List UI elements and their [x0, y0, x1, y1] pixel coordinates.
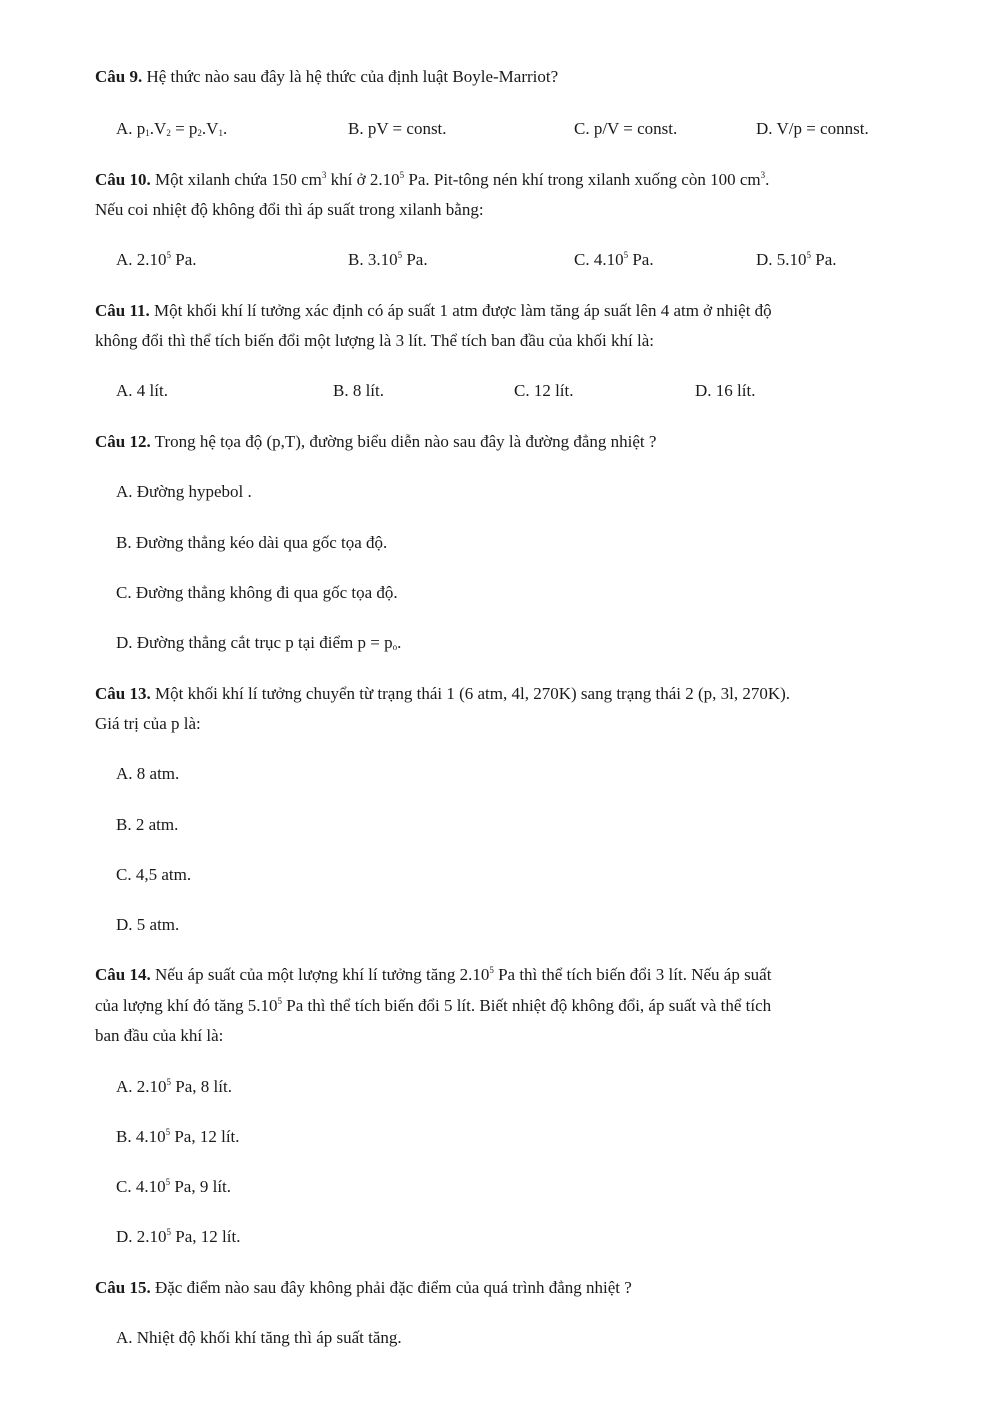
question-10-option-b: B. 3.10$^5$ Pa. [348, 250, 428, 269]
question-14-option-a: A. 2.10$^5$ Pa, 8 lít. [116, 1077, 232, 1096]
question-10-stem-line-2: Nếu coi nhiệt độ không đổi thì áp suất trong xilanh bằng: [95, 200, 484, 219]
question-label: Câu 15. [95, 1278, 151, 1297]
question-11-option-d: D. 16 lít. [695, 381, 756, 400]
question-9-option-a: A. $p_1.V_2 = p_2.V_1$. [116, 119, 228, 138]
question-15-stem: Câu 15. Đặc điểm nào sau đây không phải đặc điểm của quá trình đẳng nhiệt ? [95, 1278, 632, 1297]
question-label: Câu 11. [95, 301, 150, 320]
question-10-stem-line-1: Câu 10. Một xilanh chứa 150 $cm^3$ khí ở 2.10$^5$ Pa. Pit-tông nén khí trong xilanh xuống còn 100 $cm^3$. [95, 170, 770, 189]
question-13-option-a: A. 8 atm. [116, 764, 180, 783]
question-13-stem-line-1: Câu 13. Một khối khí lí tưởng chuyển từ trạng thái 1 (6 atm, 4l, 270K) sang trạng thái 2 (p, 3l, 270K). [95, 684, 791, 703]
question-11-option-c: C. 12 lít. [514, 381, 574, 400]
question-label: Câu 14. [95, 965, 151, 984]
question-12-option-b: B. Đường thẳng kéo dài qua gốc tọa độ. [116, 533, 388, 552]
question-12-option-a: A. Đường hypebol . [116, 482, 252, 501]
question-14-option-d: D. 2.10$^5$ Pa, 12 lít. [116, 1227, 241, 1246]
question-13-option-c: C. 4,5 atm. [116, 865, 192, 884]
question-label: Câu 10. [95, 170, 151, 189]
question-10-option-c: C. 4.10$^5$ Pa. [574, 250, 654, 269]
question-11-option-a: A. 4 lít. [116, 381, 168, 400]
question-label: Câu 9. [95, 67, 143, 86]
question-9-option-c: C. p/V = const. [574, 119, 678, 138]
question-11-option-b: B. 8 lít. [333, 381, 385, 400]
question-12-stem: Câu 12. Trong hệ tọa độ (p,T), đường biểu diễn nào sau đây là đường đẳng nhiệt ? [95, 432, 657, 451]
question-10-option-d: D. 5.10$^5$ Pa. [756, 250, 837, 269]
question-14-option-b: B. 4.10$^5$ Pa, 12 lít. [116, 1127, 240, 1146]
question-13-option-b: B. 2 atm. [116, 815, 179, 834]
question-11-stem-line-1: Câu 11. Một khối khí lí tưởng xác định có áp suất 1 atm được làm tăng áp suất lên 4 atm ở nhiệt độ [95, 301, 772, 320]
question-14-stem-line-2: của lượng khí đó tăng 5.10$^5$ Pa thì thể tích biến đổi 5 lít. Biết nhiệt độ không đổi, áp suất và thể tích [95, 996, 772, 1015]
question-14-option-c: C. 4.10$^5$ Pa, 9 lít. [116, 1177, 232, 1196]
question-9-option-b: B. pV = const. [348, 119, 447, 138]
question-label: Câu 12. [95, 432, 151, 451]
question-9-option-d: D. V/p = connst. [756, 119, 869, 138]
question-12-option-d: D. Đường thẳng cắt trục p tại điểm $p = p_o$. [116, 633, 402, 652]
question-12-option-c: C. Đường thẳng không đi qua gốc tọa độ. [116, 583, 398, 602]
question-13-option-d: D. 5 atm. [116, 915, 180, 934]
question-13-stem-line-2: Giá trị của p là: [95, 714, 201, 733]
question-label: Câu 13. [95, 684, 151, 703]
question-9-stem: Câu 9. Hệ thức nào sau đây là hệ thức của định luật Boyle-Marriot? [95, 67, 559, 86]
question-10-option-a: A. 2.10$^5$ Pa. [116, 250, 197, 269]
question-15-option-a: A. Nhiệt độ khối khí tăng thì áp suất tăng. [116, 1328, 402, 1347]
question-11-stem-line-2: không đổi thì thể tích biến đổi một lượng là 3 lít. Thể tích ban đầu của khối khí là: [95, 331, 654, 350]
question-14-stem-line-1: Câu 14. Nếu áp suất của một lượng khí lí tưởng tăng 2.10$^5$ Pa thì thể tích biến đổi 3 lít. Nếu áp suất [95, 965, 772, 984]
question-14-stem-line-3: ban đầu của khí là: [95, 1026, 224, 1045]
